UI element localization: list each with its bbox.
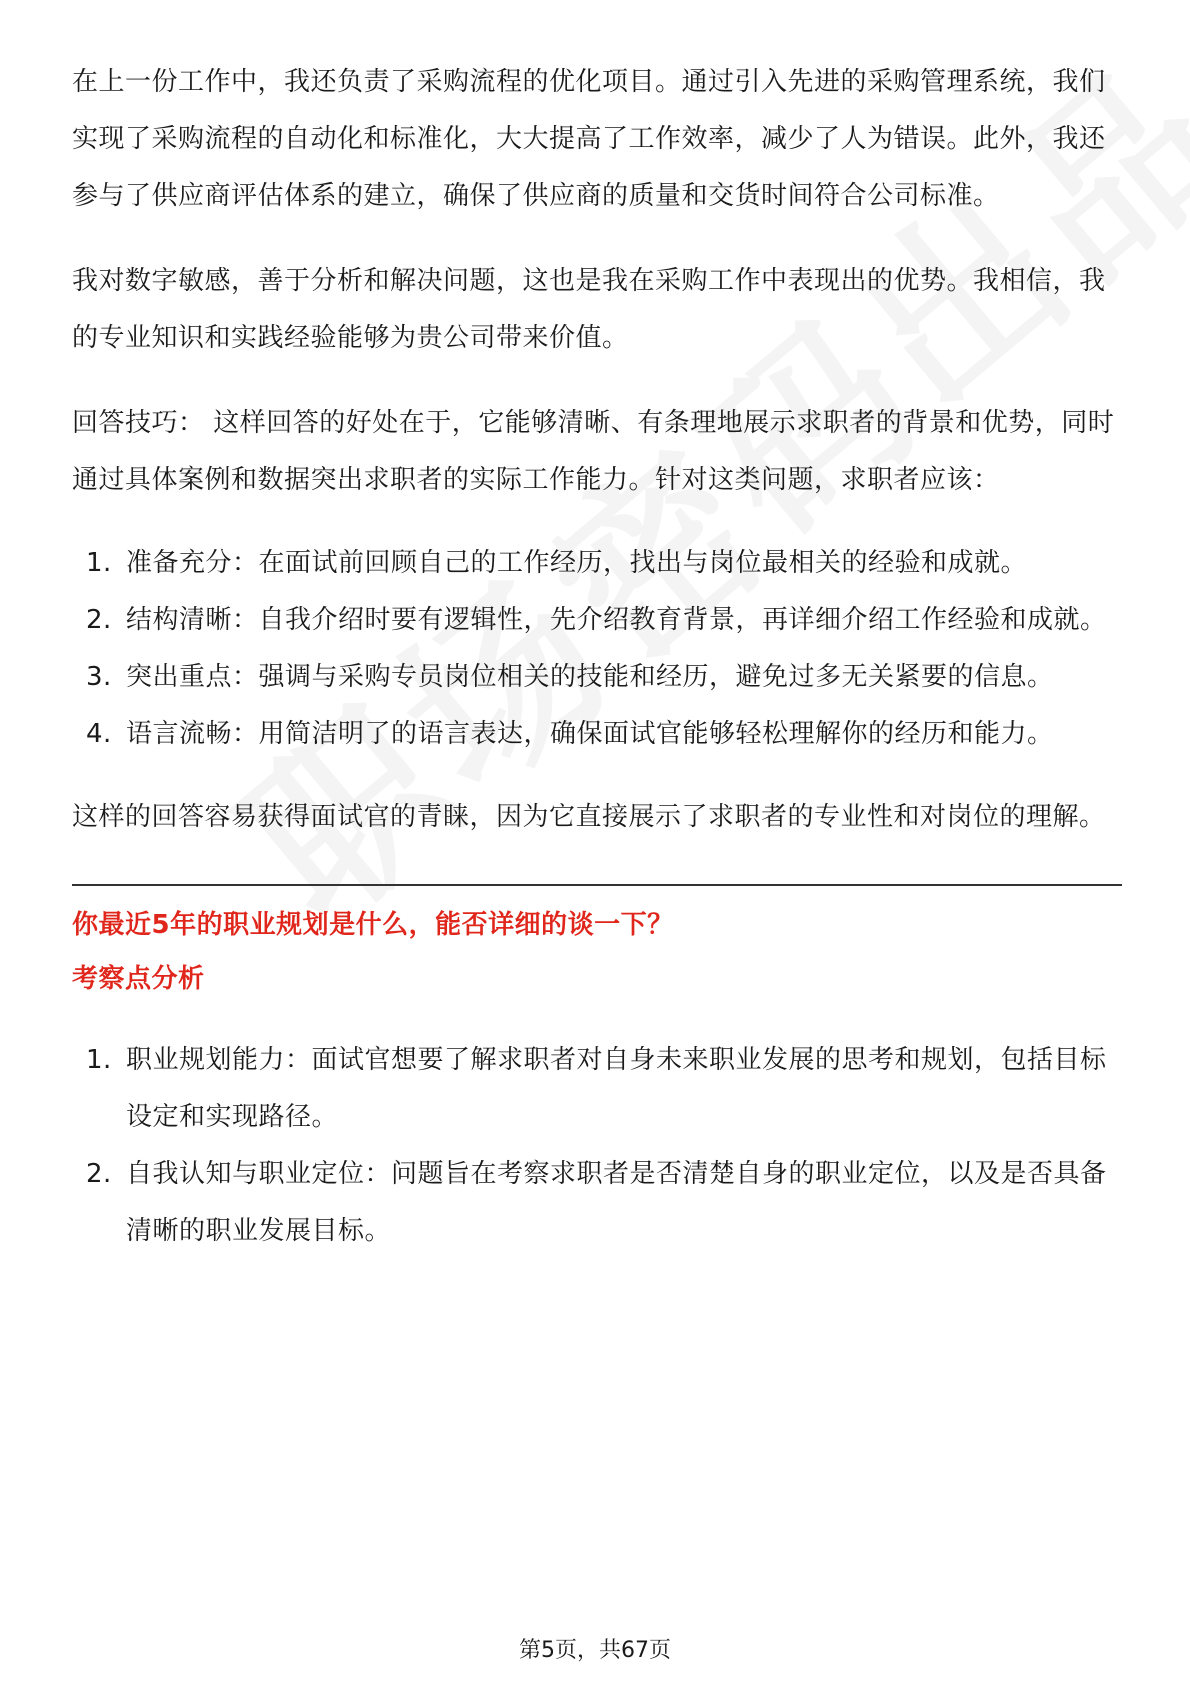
paragraph-strengths: 我对数字敏感，善于分析和解决问题，这也是我在采购工作中表现出的优势。我相信，我的专业知识和实践经验能够为贵公司带来价值。 bbox=[72, 266, 1106, 353]
question-heading: 你最近5年的职业规划是什么，能否详细的谈一下？ bbox=[72, 910, 674, 940]
list-item-text: 语言流畅：用简洁明了的语言表达，确保面试官能够轻松理解你的经历和能力。 bbox=[126, 719, 1054, 749]
list-item-text: 突出重点：强调与采购专员岗位相关的技能和经历，避免过多无关紧要的信息。 bbox=[126, 662, 1054, 692]
list-number: 3. bbox=[86, 662, 112, 692]
paragraph-procurement-optimization: 在上一份工作中，我还负责了采购流程的优化项目。通过引入先进的采购管理系统，我们实现了采购流程的自动化和标准化，大大提高了工作效率，减少了人为错误。此外，我还参与了供应商评估体系的建立，确保了供应商的质量和交货时间符合公司标准。 bbox=[72, 67, 1106, 211]
page-footer: 第5页，共67页 bbox=[519, 1638, 671, 1663]
list-item-text: 职业规划能力：面试官想要了解求职者对自身未来职业发展的思考和规划，包括目标设定和实现路径。 bbox=[126, 1045, 1107, 1132]
analysis-list bbox=[72, 1032, 1122, 1260]
list-item-text: 准备充分：在面试前回顾自己的工作经历，找出与岗位最相关的经验和成就。 bbox=[126, 548, 1028, 578]
list-number: 1. bbox=[86, 1045, 112, 1075]
list-number: 2. bbox=[86, 605, 112, 635]
list-item bbox=[72, 535, 1122, 592]
paragraph-conclusion: 这样的回答容易获得面试官的青睐，因为它直接展示了求职者的专业性和对岗位的理解。 bbox=[72, 802, 1106, 832]
document-page bbox=[72, 54, 1122, 1260]
paragraph-answer-tips: 回答技巧： 这样回答的好处在于，它能够清晰、有条理地展示求职者的背景和优势，同时通过具体案例和数据突出求职者的实际工作能力。针对这类问题，求职者应该： bbox=[72, 408, 1115, 495]
list-item-text: 结构清晰：自我介绍时要有逻辑性，先介绍教育背景，再详细介绍工作经验和成就。 bbox=[126, 605, 1107, 635]
analysis-heading: 考察点分析 bbox=[72, 964, 205, 994]
list-number: 2. bbox=[86, 1159, 112, 1189]
list-item bbox=[72, 1146, 1122, 1260]
list-number: 1. bbox=[86, 548, 112, 578]
list-item bbox=[72, 1032, 1122, 1146]
list-item bbox=[72, 706, 1122, 763]
list-number: 4. bbox=[86, 719, 112, 749]
tips-list bbox=[72, 535, 1122, 763]
section-divider bbox=[72, 884, 1122, 886]
list-item-text: 自我认知与职业定位：问题旨在考察求职者是否清楚自身的职业定位，以及是否具备清晰的职业发展目标。 bbox=[126, 1159, 1107, 1246]
list-item bbox=[72, 592, 1122, 649]
list-item bbox=[72, 649, 1122, 706]
